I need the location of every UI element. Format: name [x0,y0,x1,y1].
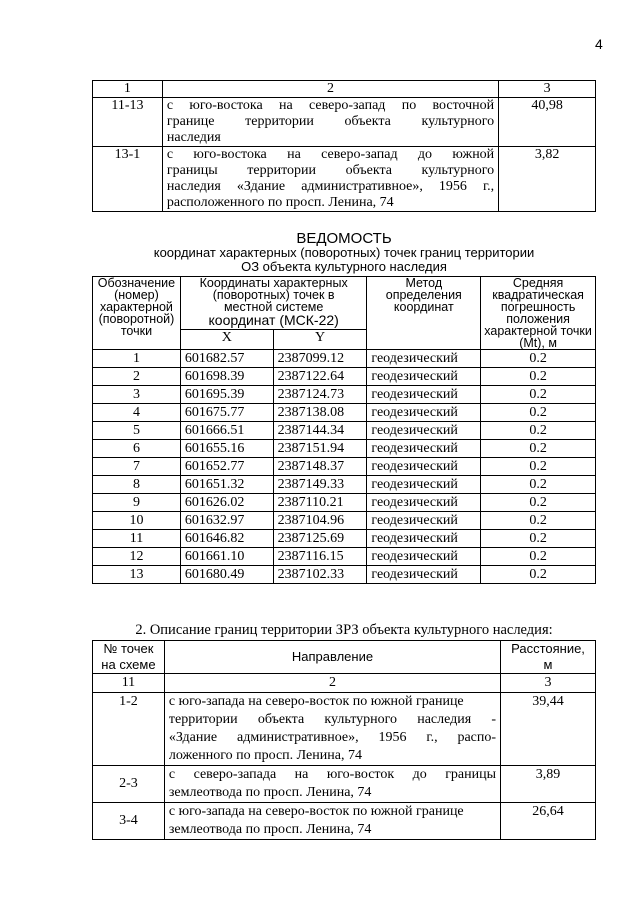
direction-header: Направление [164,641,500,674]
direction-line: землеотвода по просп. Ленина, 74 [168,822,372,837]
boundary-table-zrz [92,640,596,840]
point-number-cell: 10 [93,512,181,530]
table-row [93,368,596,386]
direction-cell [164,693,500,766]
mean-error-cell: 0.2 [481,368,596,386]
y-coordinate-cell: 2387148.37 [273,458,367,476]
x-coordinate-cell: 601698.39 [180,368,273,386]
direction-line: ложенного по просп. Ленина, 74 [168,748,362,763]
method-cell: геодезический [367,476,481,494]
table-row [93,512,596,530]
column-number: 3 [499,81,596,98]
header-line: местной системе [223,300,324,314]
distance-cell: 3,82 [499,147,596,212]
y-header: Y [273,330,367,350]
x-coordinate-cell: 601632.97 [180,512,273,530]
direction-line: с юго-запада на северо-восток по южной границе [168,694,464,709]
point-number-cell: 3 [93,386,181,404]
header-line: Координаты характерных [199,276,348,290]
point-number-cell: 6 [93,440,181,458]
x-header: X [180,330,273,350]
method-cell: геодезический [367,530,481,548]
mean-error-cell: 0.2 [481,566,596,584]
method-cell: геодезический [367,566,481,584]
direction-line: наследия «Здание административное», 1956 г., [166,179,495,194]
table-row [93,548,596,566]
table-row [93,566,596,584]
mean-error-cell: 0.2 [481,512,596,530]
table-row [93,98,596,147]
point-number-cell: 7 [93,458,181,476]
method-cell: геодезический [367,386,481,404]
header-line: точки [120,324,153,338]
direction-line: расположенного по просп. Ленина, 74 [166,195,394,210]
x-coordinate-cell: 601651.32 [180,476,273,494]
table-row [93,440,596,458]
vedomost-heading [92,231,596,274]
table-row [93,494,596,512]
method-cell: геодезический [367,350,481,368]
header-line: (Mt), м [519,336,557,350]
y-coordinate-cell: 2387144.34 [273,422,367,440]
x-coordinate-cell: 601652.77 [180,458,273,476]
mean-error-cell: 0.2 [481,494,596,512]
distance-cell: 26,64 [501,803,596,840]
method-header [367,277,481,350]
direction-line: землеотвода по просп. Ленина, 74 [168,785,372,800]
mean-error-cell: 0.2 [481,422,596,440]
y-coordinate-cell: 2387149.33 [273,476,367,494]
header-line: на схеме [101,657,156,672]
y-coordinate-cell: 2387138.08 [273,404,367,422]
x-coordinate-cell: 601695.39 [180,386,273,404]
point-number-cell: 11 [93,530,181,548]
points-cell: 11-13 [93,98,163,147]
header-line: положения [506,312,570,326]
table-numbering-row [93,674,596,693]
mean-error-cell: 0.2 [481,476,596,494]
method-cell: геодезический [367,458,481,476]
header-line: Метод [405,276,443,290]
x-coordinate-cell: 601675.77 [180,404,273,422]
method-cell: геодезический [367,440,481,458]
table-row [93,476,596,494]
points-cell: 13-1 [93,147,163,212]
x-coordinate-cell: 601646.82 [180,530,273,548]
table-row [93,693,596,766]
point-number-cell: 13 [93,566,181,584]
direction-line: «Здание административное», 1956 г., распо- [168,730,497,745]
header-line: (номер) [114,288,159,302]
direction-line: наследия [166,130,221,145]
mean-error-cell: 0.2 [481,350,596,368]
points-cell: 3-4 [93,803,165,840]
x-coordinate-cell: 601626.02 [180,494,273,512]
y-coordinate-cell: 2387110.21 [273,494,367,512]
table-header-row [93,277,596,330]
direction-line: с юго-востока на северо-запад по восточной [166,98,495,113]
column-number: 1 [93,81,163,98]
mean-error-cell: 0.2 [481,548,596,566]
distance-cell: 3,89 [501,766,596,803]
header-line: Средняя [512,276,564,290]
column-number: 11 [93,674,165,693]
point-number-cell: 1 [93,350,181,368]
x-coordinate-cell: 601682.57 [180,350,273,368]
point-number-cell: 12 [93,548,181,566]
method-cell: геодезический [367,512,481,530]
mean-error-cell: 0.2 [481,458,596,476]
table-row [93,803,596,840]
y-coordinate-cell: 2387122.64 [273,368,367,386]
header-line: погрешность [500,300,576,314]
table-row [93,147,596,212]
method-cell: геодезический [367,368,481,386]
header-line: координат [393,300,454,314]
header-line: Обозначение [97,276,176,290]
mean-error-cell: 0.2 [481,530,596,548]
y-coordinate-cell: 2387116.15 [273,548,367,566]
points-header [93,641,165,674]
y-coordinate-cell: 2387151.94 [273,440,367,458]
point-number-cell: 4 [93,404,181,422]
y-coordinate-cell: 2387124.73 [273,386,367,404]
point-number-cell: 8 [93,476,181,494]
distance-cell: 39,44 [501,693,596,766]
direction-cell [164,766,500,803]
point-number-cell: 5 [93,422,181,440]
distance-header: Расстояние, м [501,641,596,674]
table-row [93,458,596,476]
mean-error-cell: 0.2 [481,386,596,404]
method-cell: геодезический [367,404,481,422]
vedomost-title: ВЕДОМОСТЬ [296,230,392,247]
direction-line: границе территории объекта культурного [166,114,495,129]
point-designation-header [93,277,181,350]
method-cell: геодезический [367,494,481,512]
header-line: (поворотной) [98,312,175,326]
column-number: 2 [164,674,500,693]
column-number: 2 [162,81,498,98]
direction-cell [162,147,498,212]
column-number: 3 [501,674,596,693]
table-row [93,530,596,548]
header-line: характерной точки [484,324,592,338]
points-cell: 1-2 [93,693,165,766]
coordinates-header [180,277,366,330]
vedomost-subtitle-line: ОЗ объекта культурного наследия [241,259,447,274]
y-coordinate-cell: 2387125.69 [273,530,367,548]
header-line: определения [385,288,462,302]
vedomost-subtitle-line: координат характерных (поворотных) точек границ территории [153,245,535,260]
direction-line: с северо-запада на юго-восток до границы [168,767,497,782]
header-line: квадратическая [492,288,584,302]
table-row [93,404,596,422]
direction-cell [164,803,500,840]
header-line: № точек [103,641,154,656]
y-coordinate-cell: 2387099.12 [273,350,367,368]
direction-line: с юго-запада на северо-восток по южной границе [168,804,464,819]
mean-error-cell: 0.2 [481,440,596,458]
table-header-row [93,641,596,674]
header-line: (поворотных) точек в [212,288,335,302]
table-header-row [93,81,596,98]
y-coordinate-cell: 2387104.96 [273,512,367,530]
mean-error-header [481,277,596,350]
coordinates-table [92,276,596,584]
direction-line: территории объекта культурного наследия - [168,712,497,727]
boundary-table-oz-continued [92,80,596,212]
y-coordinate-cell: 2387102.33 [273,566,367,584]
section-2-title: 2. Описание границ территории ЗРЗ объекта культурного наследия: [135,622,553,638]
method-cell: геодезический [367,548,481,566]
direction-cell [162,98,498,147]
header-line: характерной [100,300,173,314]
table-row [93,350,596,368]
direction-line: с юго-востока на северо-запад до южной [166,147,495,162]
table-row [93,422,596,440]
point-number-cell: 9 [93,494,181,512]
page-number: 4 [595,36,603,52]
distance-cell: 40,98 [499,98,596,147]
x-coordinate-cell: 601680.49 [180,566,273,584]
x-coordinate-cell: 601661.10 [180,548,273,566]
table-row [93,386,596,404]
method-cell: геодезический [367,422,481,440]
point-number-cell: 2 [93,368,181,386]
direction-line: границы территории объекта культурного [166,163,495,178]
table-row [93,766,596,803]
header-line: координат (МСК-22) [208,312,339,328]
mean-error-cell: 0.2 [481,404,596,422]
points-cell: 2-3 [93,766,165,803]
x-coordinate-cell: 601666.51 [180,422,273,440]
x-coordinate-cell: 601655.16 [180,440,273,458]
